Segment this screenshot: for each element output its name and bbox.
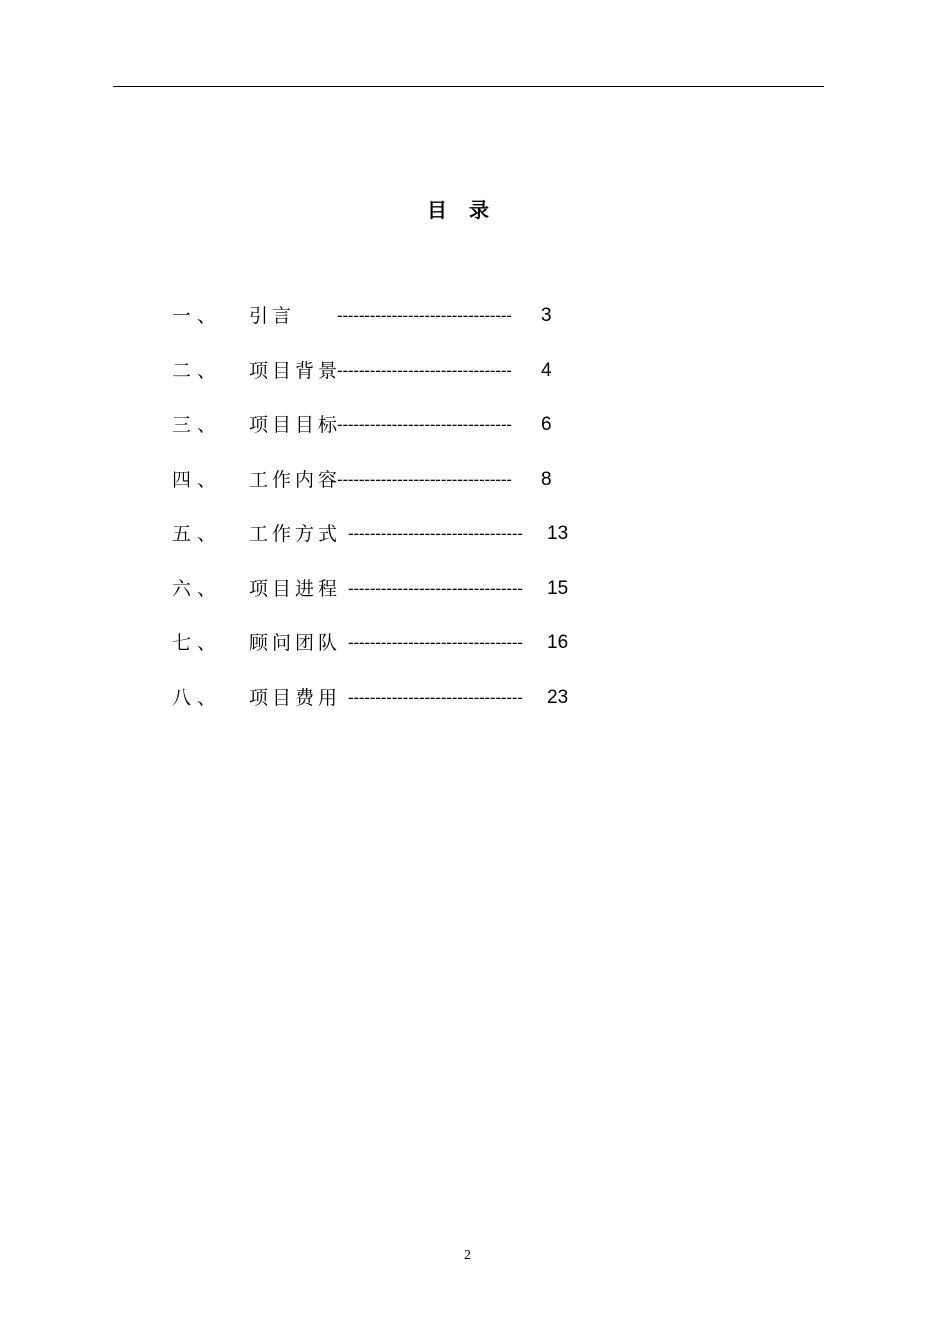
toc-entry-number: 七、 bbox=[172, 632, 223, 654]
toc-entry-label: 顾问团队 bbox=[249, 632, 342, 654]
toc-entry-leader: -------------------------------- bbox=[337, 360, 512, 380]
toc-entry-leader: -------------------------------- bbox=[348, 524, 523, 543]
toc-entry-leader: -------------------------------- bbox=[337, 469, 512, 489]
toc-entry-number: 二、 bbox=[172, 359, 223, 382]
toc-entry-label: 工作内容 bbox=[249, 468, 342, 491]
toc-entry-page: 4 bbox=[541, 359, 552, 381]
toc-list bbox=[172, 302, 672, 738]
toc-entry-number: 六、 bbox=[172, 577, 223, 600]
toc-entry-page: 23 bbox=[547, 686, 569, 708]
toc-entry-label: 项目费用 bbox=[249, 686, 342, 709]
toc-entry-label: 工作方式 bbox=[249, 523, 342, 545]
toc-entry[interactable] bbox=[172, 357, 672, 412]
toc-entry-number: 三、 bbox=[172, 414, 223, 436]
toc-entry-leader: -------------------------------- bbox=[348, 687, 523, 707]
toc-entry[interactable] bbox=[172, 629, 672, 684]
toc-entry-page: 6 bbox=[541, 414, 552, 435]
toc-entry[interactable] bbox=[172, 684, 672, 739]
toc-entry-leader: -------------------------------- bbox=[348, 633, 523, 652]
toc-entry-leader: -------------------------------- bbox=[337, 306, 512, 325]
toc-entry[interactable] bbox=[172, 466, 672, 521]
toc-entry-label: 项目目标 bbox=[249, 414, 342, 436]
toc-entry-page: 3 bbox=[541, 305, 552, 326]
toc-entry-number: 八、 bbox=[172, 686, 223, 709]
toc-entry-label: 引言 bbox=[249, 305, 296, 327]
toc-entry-page: 8 bbox=[541, 468, 552, 490]
toc-entry[interactable] bbox=[172, 575, 672, 630]
toc-entry[interactable] bbox=[172, 302, 672, 357]
toc-entry-number: 四、 bbox=[172, 468, 223, 491]
toc-entry-label: 项目背景 bbox=[249, 359, 342, 382]
toc-entry-number: 五、 bbox=[172, 523, 223, 545]
toc-entry[interactable] bbox=[172, 411, 672, 466]
toc-title: 目录 bbox=[427, 198, 511, 222]
toc-entry-page: 15 bbox=[547, 577, 569, 599]
page-number: 2 bbox=[464, 1248, 471, 1263]
toc-entry-page: 16 bbox=[547, 632, 569, 653]
header-rule bbox=[113, 86, 824, 87]
toc-entry-leader: -------------------------------- bbox=[337, 415, 512, 434]
toc-entry-number: 一、 bbox=[172, 305, 223, 327]
toc-entry-page: 13 bbox=[547, 523, 569, 544]
toc-entry-leader: -------------------------------- bbox=[348, 578, 523, 598]
toc-entry[interactable] bbox=[172, 520, 672, 575]
toc-entry-label: 项目进程 bbox=[249, 577, 342, 600]
